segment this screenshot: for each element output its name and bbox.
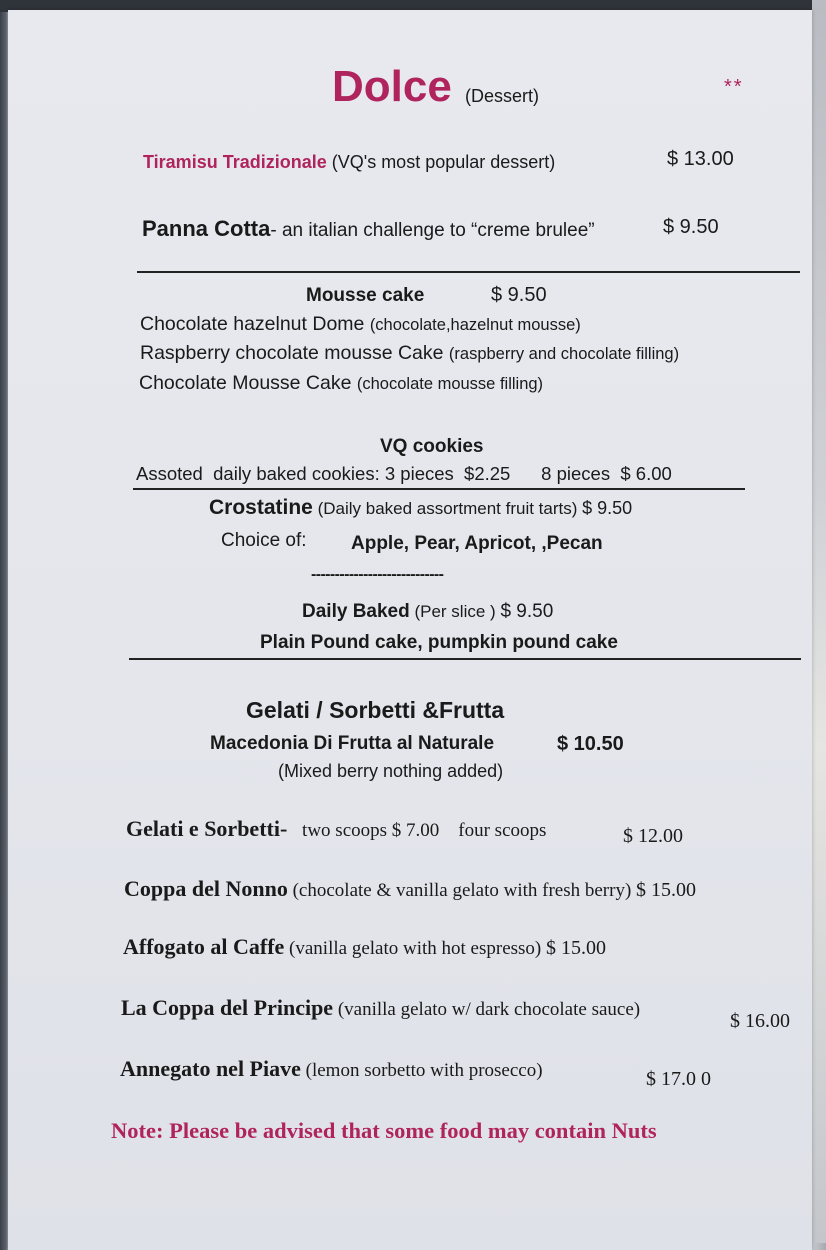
daily-items: Plain Pound cake, pumpkin pound cake xyxy=(260,632,618,653)
mousse-price: $ 9.50 xyxy=(491,284,547,306)
gelati-item-price: $ 15.00 xyxy=(546,937,607,959)
daily-line xyxy=(302,601,553,623)
gelati-item-desc: (chocolate & vanilla gelato with fresh berry) xyxy=(292,880,632,901)
gelati-item-name: La Coppa del Principe xyxy=(121,995,334,1020)
mousse-item-desc: (chocolate mousse filling) xyxy=(356,375,544,393)
allergy-note: Note: Please be advised that some food may contain Nuts xyxy=(111,1118,657,1143)
dash-separator: ---------------------------- xyxy=(311,566,444,583)
gelati-item xyxy=(120,1056,543,1082)
menu-title: Dolce xyxy=(332,62,452,111)
crostatine-price: $ 9.50 xyxy=(582,498,633,518)
tiramisu-desc: (VQ's most popular dessert) xyxy=(331,152,556,172)
daily-price: $ 9.50 xyxy=(500,601,554,622)
gelati-item-desc: (vanilla gelato with hot espresso) xyxy=(289,938,542,959)
macedonia-desc: (Mixed berry nothing added) xyxy=(278,761,504,781)
panna-price: $ 9.50 xyxy=(663,216,719,238)
divider xyxy=(129,658,801,660)
mousse-heading: Mousse cake xyxy=(306,285,425,306)
mousse-item-desc: (chocolate,hazelnut mousse) xyxy=(369,316,581,334)
gelati-item xyxy=(124,876,696,902)
crostatine-name: Crostatine xyxy=(209,496,313,519)
crostatine-desc: (Daily baked assortment fruit tarts) xyxy=(317,499,578,518)
tiramisu-line xyxy=(143,152,555,173)
tiramisu-name: Tiramisu Tradizionale xyxy=(143,152,327,172)
gelati-item-price: $ 17.0 0 xyxy=(646,1068,711,1090)
gelati-item-name: Affogato al Caffe xyxy=(123,934,285,959)
mousse-item xyxy=(139,372,543,395)
mousse-item-name: Chocolate Mousse Cake xyxy=(139,372,352,394)
divider xyxy=(133,488,745,490)
panna-name: Panna Cotta xyxy=(142,216,271,241)
cookies-heading: VQ cookies xyxy=(380,436,484,457)
daily-desc: (Per slice ) xyxy=(414,602,496,621)
cookies-line: Assoted daily baked cookies: 3 pieces $2.25 8 pieces $ 6.00 xyxy=(136,463,672,484)
panna-line xyxy=(142,216,595,242)
daily-name: Daily Baked xyxy=(302,601,410,622)
menu-subtitle: (Dessert) xyxy=(465,86,540,106)
macedonia-name: Macedonia Di Frutta al Naturale xyxy=(210,733,495,754)
background-edge-right xyxy=(812,0,826,1243)
asterisk-mark: ** xyxy=(724,76,744,98)
panna-desc: - an italian challenge to “creme brulee” xyxy=(270,220,595,241)
gelati-item xyxy=(126,816,546,842)
crostatine-choice-label: Choice of: xyxy=(221,530,307,551)
mousse-item xyxy=(140,313,581,336)
tiramisu-price: $ 13.00 xyxy=(667,148,734,170)
crostatine-line xyxy=(209,496,632,520)
gelati-item-name: Annegato nel Piave xyxy=(120,1056,301,1081)
gelati-item xyxy=(123,934,606,960)
gelati-item-desc: (vanilla gelato w/ dark chocolate sauce) xyxy=(337,999,641,1020)
gelati-heading: Gelati / Sorbetti &Frutta xyxy=(246,697,505,723)
gelati-item-name: Coppa del Nonno xyxy=(124,876,288,901)
mousse-item xyxy=(140,342,679,365)
crostatine-choices: Apple, Pear, Apricot, ,Pecan xyxy=(351,533,603,554)
gelati-item xyxy=(121,995,640,1021)
macedonia-price: $ 10.50 xyxy=(557,733,624,755)
divider xyxy=(137,271,800,273)
mousse-item-desc: (raspberry and chocolate filling) xyxy=(448,345,680,363)
gelati-item-price: $ 15.00 xyxy=(636,879,697,901)
gelati-item-desc: (lemon sorbetto with prosecco) xyxy=(305,1060,543,1081)
gelati-item-desc: two scoops $ 7.00 four scoops xyxy=(302,820,547,841)
gelati-item-name: Gelati e Sorbetti- xyxy=(126,816,288,841)
mousse-item-name: Chocolate hazelnut Dome xyxy=(140,313,365,335)
gelati-item-price: $ 16.00 xyxy=(730,1010,790,1032)
gelati-item-price: $ 12.00 xyxy=(623,825,683,847)
mousse-item-name: Raspberry chocolate mousse Cake xyxy=(140,342,444,364)
